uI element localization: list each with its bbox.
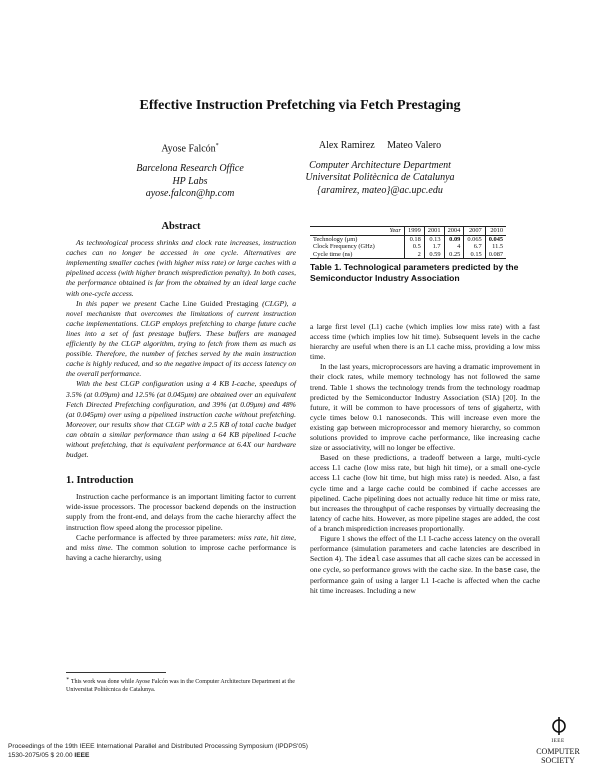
abstract-paragraph [66, 299, 296, 380]
text-run: . The common solution to improse cache performance is having a cache hierarchy, using [66, 542, 296, 562]
abstract-paragraph: As technological process shrinks and clock rate increases, instruction caches can no longer be accessed in one cycle. Alternatives are implementing smaller caches (with higher miss rate) or large caches with a pipelined access (with higher branch misprediction penalty). In both cases, the performance obtained is far from the obtained by an ideal large cache with one-cycle access. [66, 238, 296, 298]
code-run: base [494, 567, 512, 576]
text-run: case assumes that all cache sizes can be accessed in one cycle, so performance grows with the cache size. In the [310, 554, 540, 575]
table-cell: 0.09 [444, 235, 464, 243]
table-cell: 0.087 [485, 251, 506, 259]
text-run: Cache performance is affected by three parameters: [76, 532, 239, 542]
right-column [310, 322, 540, 597]
author-unit: HP Labs [172, 175, 208, 187]
table-cell: 0.25 [444, 251, 464, 259]
table-header-cell: 2007 [464, 227, 485, 236]
text-run: miss rate, hit time, [238, 532, 296, 542]
text-run: Figure 1 shows the effect of the L1 I-cache access latency on the overall performance (simulation parameters and cache latencies are described in Section 4). The [310, 533, 540, 564]
left-column [66, 222, 296, 563]
body-paragraph [310, 534, 540, 597]
logo-word: COMPUTER [536, 747, 580, 756]
text-run: Cache Line Guided Prestaging [160, 298, 259, 308]
tech-table [310, 226, 506, 259]
table-cell: 0.045 [488, 235, 504, 243]
text-run: case, the performance gain of using a larger L1 I-cache is affected when the cache hit time increases. Including a new [310, 565, 540, 596]
abstract-heading: Abstract [161, 221, 201, 232]
table-row-label: Clock Frequency (GHz) [310, 243, 405, 251]
table-cell: 4 [444, 243, 464, 251]
author-unit: Universitat Politècnica de Catalunya [305, 172, 455, 184]
code-run: ideal [358, 556, 380, 565]
society-emblem-icon [550, 716, 568, 740]
table-row-label: Technology (μm) [310, 235, 405, 243]
table-cell: 0.065 [464, 235, 485, 243]
table-header-cell: 2004 [444, 227, 464, 236]
section-heading: 1. Introduction [66, 475, 134, 487]
table-cell: 0.5 [405, 243, 425, 251]
footnote [66, 676, 296, 694]
logo-wordmark [528, 747, 588, 765]
author-org: Computer Architecture Department [309, 159, 451, 171]
paper-title: Effective Instruction Prefetching via Fetch Prestaging [139, 98, 461, 113]
footer-proceedings: Proceedings of the 19th IEEE International Parallel and Distributed Processing Symposium (IPDPS'05) [8, 743, 308, 750]
table-cell: 11.5 [492, 243, 504, 250]
body-paragraph [66, 533, 296, 563]
table-header-label: Year [310, 227, 405, 236]
body-paragraph: Based on these predictions, a tradeoff between a large, multi-cycle access L1 cache (low miss rate, but high hit time), or a small one-cycle access L1 cache (low hit time, but high miss rate) is needed. Also, a fast cycle time and a large cache could be combined if cache accesses are pipelined. Cache pipelining does not actually reduce hit time or miss rate, but increases the throughput of cache responses by virtually decreasing the latency of cache hits. However, as more pipeline stages are added, the cost of a branch misprediction increases proportionally. [310, 453, 540, 533]
table-header-cell: 2010 [485, 227, 506, 236]
table-cell: 0.59 [424, 251, 444, 259]
table-header-cell: 1999 [405, 227, 425, 236]
table-cell: 0.15 [464, 251, 485, 259]
author-footnote-mark: * [215, 143, 219, 149]
computer-society-logo [528, 716, 588, 765]
table-row-label: Cycle time (ns) [310, 251, 405, 259]
table-row [310, 251, 506, 259]
footnote-text: This work was done while Ayose Falcón was in the Computer Architecture Department at the Universitat Politècnica de Catalunya. [66, 679, 295, 693]
table-caption: Table 1. Technological parameters predicted by the Semiconductor Industry Association [310, 262, 519, 283]
footnote-rule [66, 672, 166, 673]
emblem-svg [550, 716, 568, 736]
table-cell: 2 [405, 251, 425, 259]
author-name: Ayose Falcón [161, 143, 216, 155]
footnote-mark: ∗ [66, 677, 70, 682]
page-footer [0, 743, 308, 760]
text-run: In this paper we present [76, 298, 161, 308]
body-paragraph: Instruction cache performance is an important limiting factor to current wide-issue processors. The processor backend depends on the instruction supply from the front-end, and delays from the cache hierarchy affect the instruction flow speed along the processor pipeline. [66, 492, 296, 532]
table-cell: 6.7 [464, 243, 485, 251]
table-cell: 1.7 [424, 243, 444, 251]
author-email: ayose.falcon@hp.com [145, 188, 235, 200]
table-header-row [310, 227, 506, 236]
text-run: miss time [80, 542, 111, 552]
table-row [310, 235, 506, 243]
table-header-cell: 2001 [424, 227, 444, 236]
author-org: Barcelona Research Office [136, 162, 244, 174]
body-paragraph: In the last years, microprocessors are having a dramatic improvement in their clock rates, while memory technology has not followed the same trend. Table 1 shows the technology trends from the technology roadmap predicted by the Semiconductor Industry Association (SIA) [20]. In the future, it will be common to have processors of tens of gigahertz, with cycle times below 0.1 nanoseconds. This will increase even more the existing gap between microprocessor and memory hierarchy, so common solutions provided to improve cache performance, like increasing cache size or associativity, will no longer be effective. [310, 362, 540, 453]
footer-price: 1530-2075/05 $ 20.00 [8, 751, 75, 759]
abstract-paragraph: With the best CLGP configuration using a 4 KB I-cache, speedups of 3.5% (at 0.09μm) and 12.5% (at 0.045μm) are obtained over an equivalent Fetch Directed Prefetching configuration, and 39% (at 0.09μm) and 48% (at 0.045μm) over using a pipelined instruction cache without prefetching. Moreover, our results show that CLGP with a 2.5 KB of total cache budget can obtain a similar performance than using a 64 KB pipelined I-cache without prefetching, that is equivalent performance at 6.4X our hardware budget. [66, 379, 296, 460]
logo-word: SOCIETY [541, 756, 575, 765]
author-email: {aramirez, mateo}@ac.upc.edu [317, 184, 443, 196]
author-block-right [280, 140, 480, 197]
footer-ieee: IEEE [74, 751, 90, 759]
table-cell: 0.18 [405, 235, 425, 243]
author-block-left [100, 140, 280, 201]
table-row [310, 243, 506, 251]
body-paragraph: a large first level (L1) cache (which implies low miss rate) with a fast access time (which implies low hit time). Subsequent levels in the cache hierarchy are useful when there is an L1 cache miss, providing a low miss time. [310, 322, 540, 362]
table-cell: 0.13 [424, 235, 444, 243]
footer-issn [8, 752, 308, 761]
logo-ieee-text: IEEE [551, 738, 565, 744]
author-names: Alex Ramirez Mateo Valero [318, 140, 442, 151]
text-run: (CLGP), a novel mechanism that overcomes the limitations of current instruction cache implementations. CLGP employs prefetching to charge future cache lines into a set of fast prestage buffers. These buffers are managed efficiently by the CLGP algorithm, trying to fetch from them as much as possible. Therefore, the number of fetches served by the main instruction cache is highly reduced, and so the negative impact of its access latency on the overall performance. [66, 298, 297, 379]
text-run: and [66, 542, 81, 552]
